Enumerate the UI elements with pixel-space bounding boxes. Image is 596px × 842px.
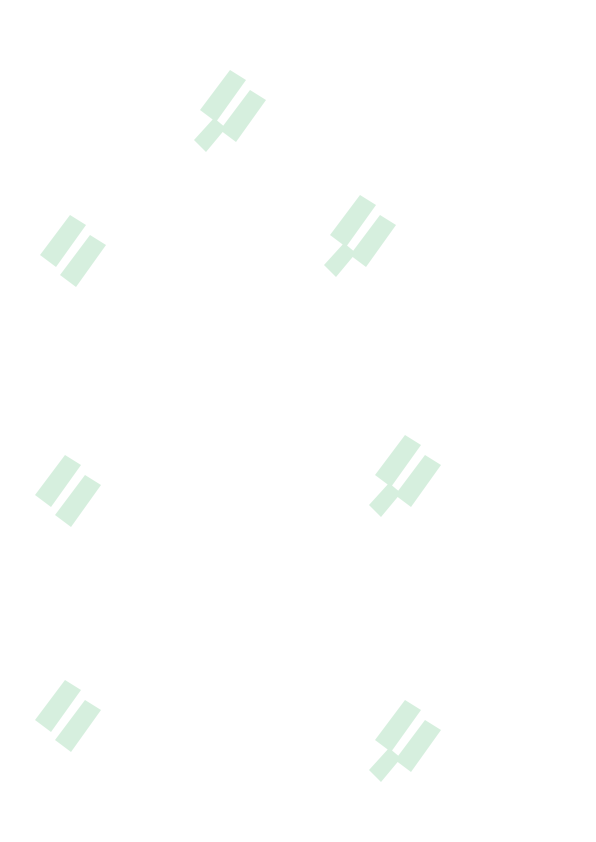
- separator: [29, 42, 567, 52]
- document-body: [29, 26, 567, 52]
